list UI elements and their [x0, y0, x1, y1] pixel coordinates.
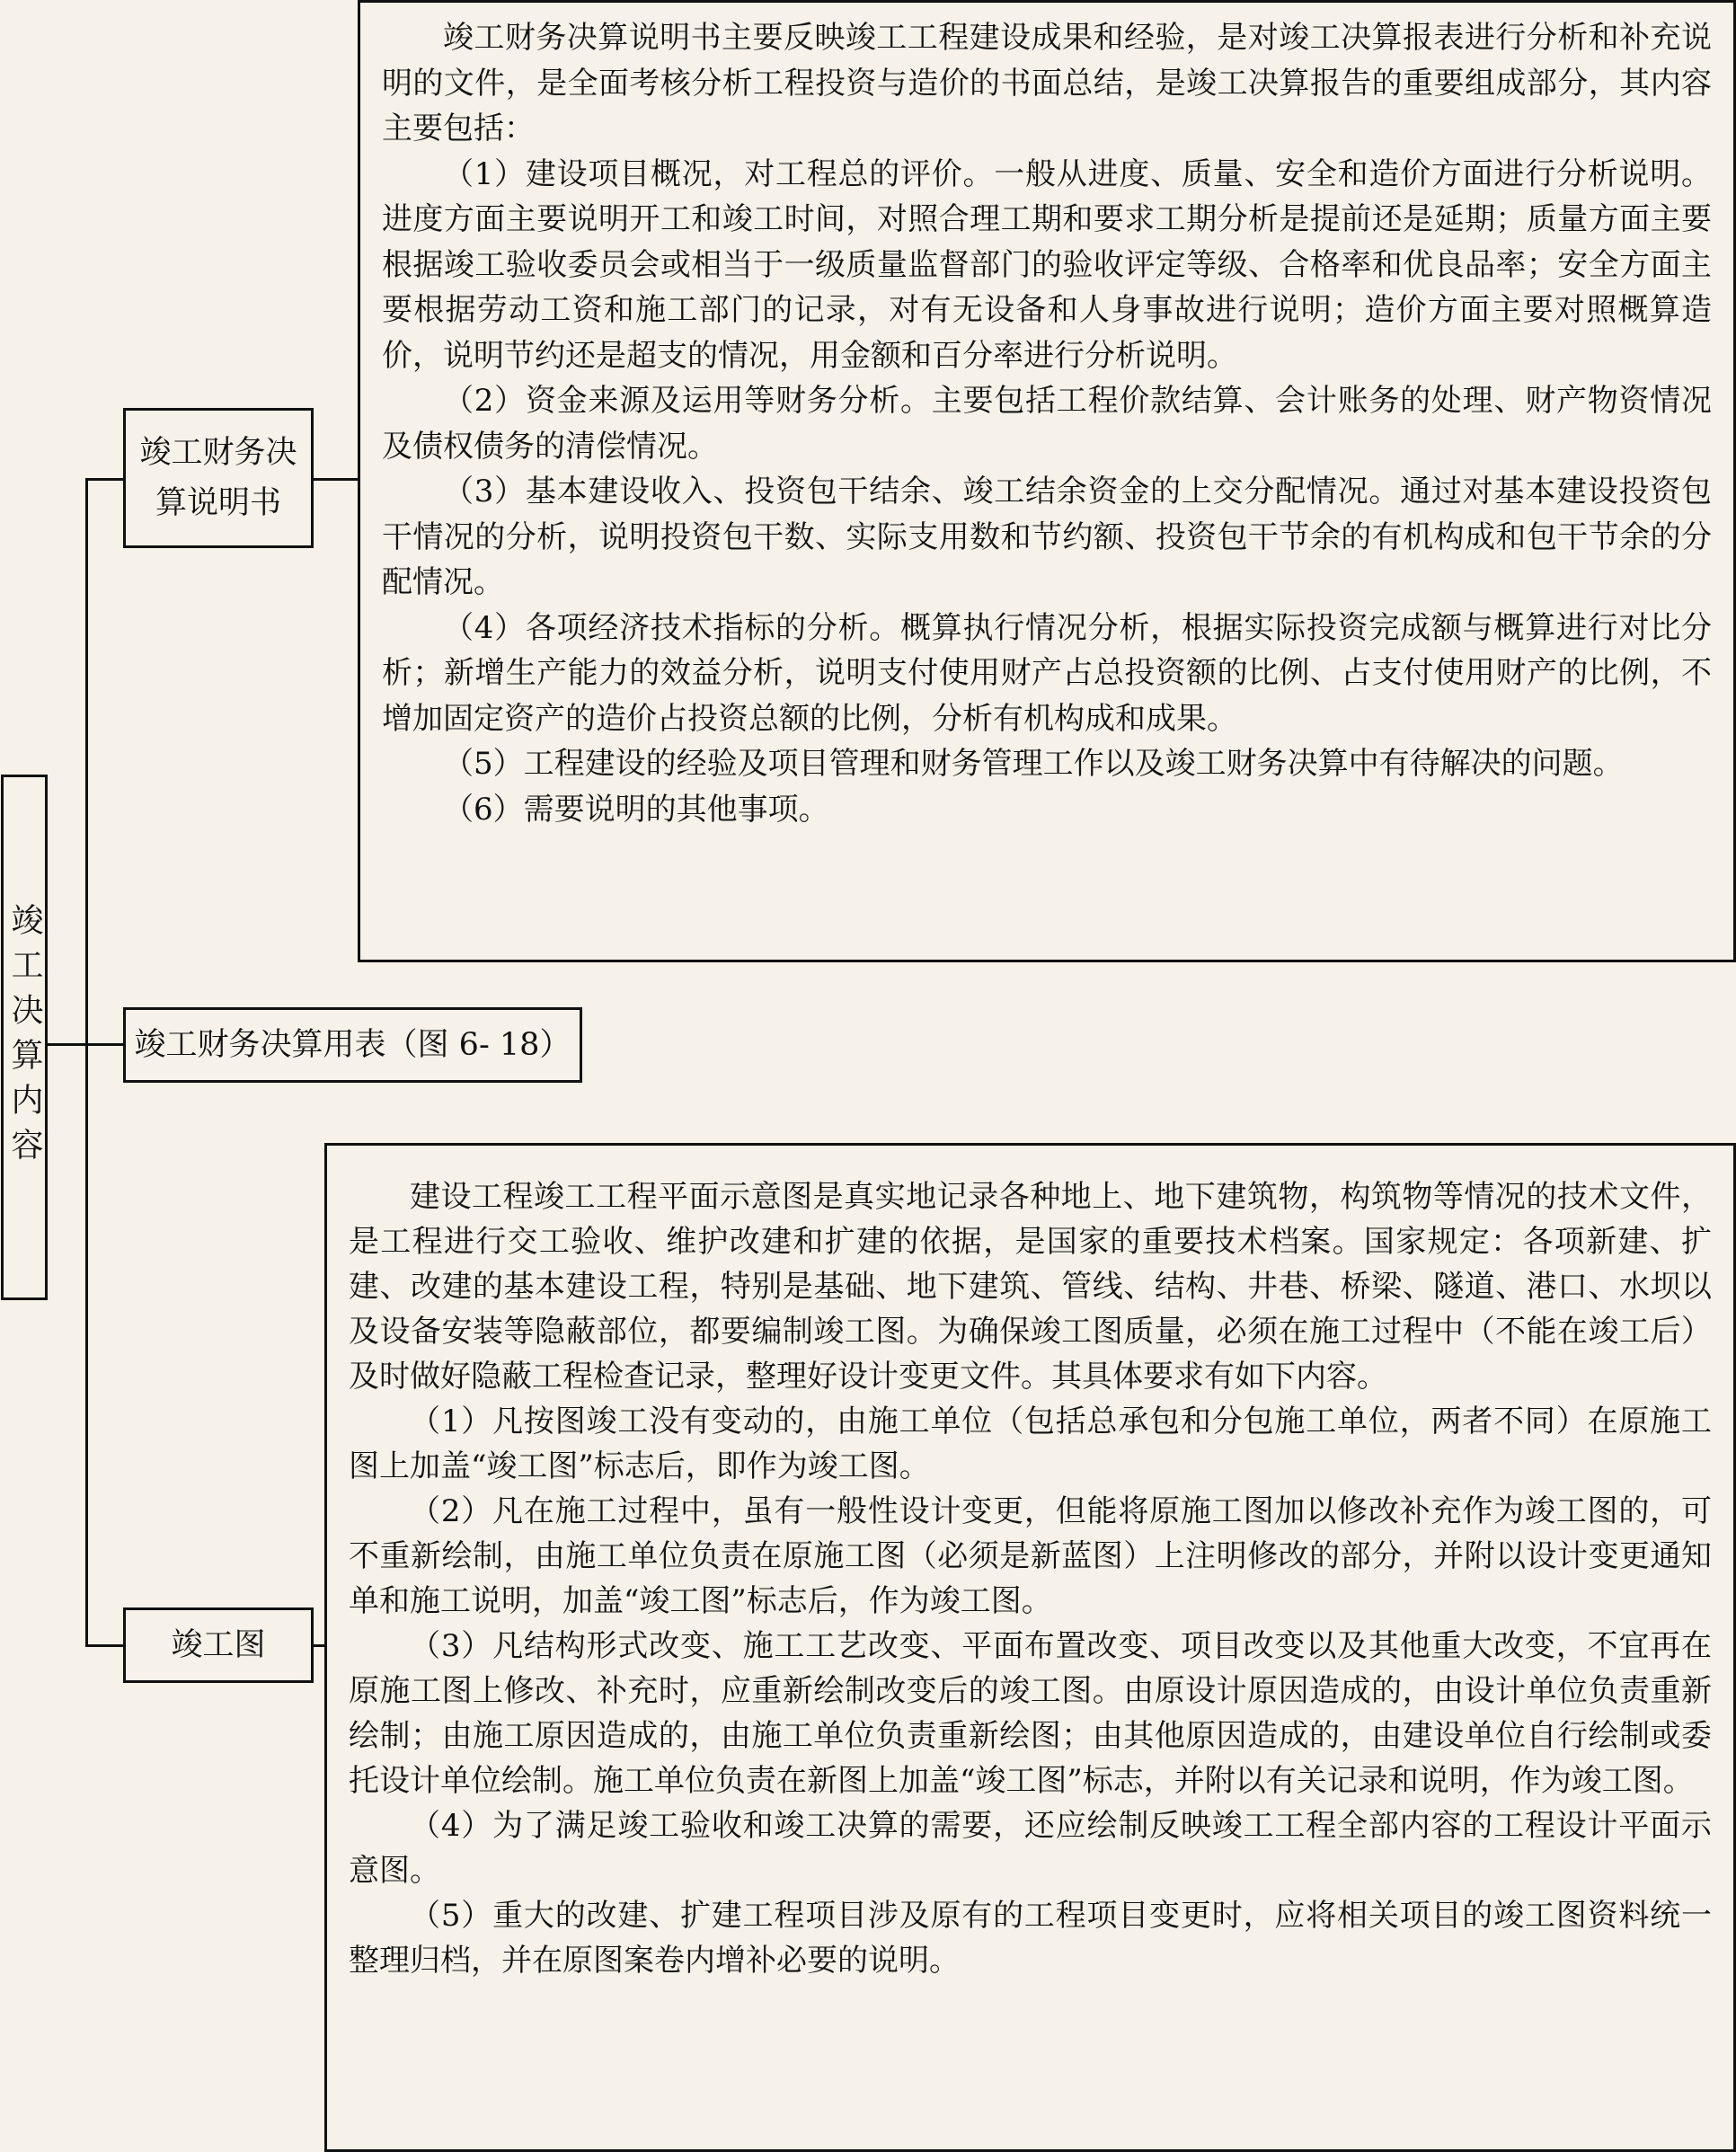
paragraph: （2）凡在施工过程中，虽有一般性设计变更，但能将原施工图加以修改补充作为竣工图的，可不重新绘制，由施工单位负责在原施工图（必须是新蓝图）上注明修改的部分，并附以设计变更通知单和施工说明，加盖“竣工图”标志后，作为竣工图。 — [349, 1493, 1712, 1619]
paragraph: （1）凡按图竣工没有变动的，由施工单位（包括总承包和分包施工单位，两者不同）在原施工图上加盖“竣工图”标志后，即作为竣工图。 — [349, 1404, 1712, 1484]
root-label: 竣工决算内容 — [6, 902, 43, 1173]
connector-spine — [85, 478, 88, 1646]
paragraph: （5）工程建设的经验及项目管理和财务管理工作以及竣工财务决算中有待解决的问题。 — [443, 746, 1624, 782]
paragraph: 建设工程竣工工程平面示意图是真实地记录各种地上、地下建筑物，构筑物等情况的技术文件，是工程进行交工验收、维护改建和扩建的依据，是国家的重要技术档案。国家规定：各项新建、扩建、改建的基本建设工程，特别是基础、地下建筑、管线、结构、井巷、桥梁、隧道、港口、水坝以及设备安装等隐蔽部位，都要编制竣工图。为确保竣工图质量，必须在施工过程中（不能在竣工后）及时做好隐蔽工程检查记录，整理好设计变更文件。其具体要求有如下内容。 — [349, 1179, 1712, 1395]
root-node — [1, 775, 48, 1300]
paragraph: （6）需要说明的其他事项。 — [443, 791, 829, 828]
branch-node-final-accounts-statement — [123, 408, 314, 548]
paragraph: （3）基本建设收入、投资包干结余、竣工结余资金的上交分配情况。通过对基本建设投资包干情况的分析，说明投资包干数、实际支用数和节约额、投资包干节余的有机构成和包干节余的分配情况。 — [382, 474, 1712, 600]
connector-spine-to-node3 — [85, 1644, 124, 1647]
paragraph: （2）资金来源及运用等财务分析。主要包括工程价款结算、会计账务的处理、财产物资情况及债权债务的清偿情况。 — [382, 383, 1712, 465]
paragraph: （3）凡结构形式改变、施工工艺改变、平面布置改变、项目改变以及其他重大改变，不宜再在原施工图上修改、补充时，应重新绘制改变后的竣工图。由原设计原因造成的，由设计单位负责重新绘制；由施工原因造成的，由施工单位负责重新绘图；由其他原因造成的，由建设单位自行绘制或委托设计单位绘制。施工单位负责在新图上加盖“竣工图”标志，并附以有关记录和说明，作为竣工图。 — [349, 1628, 1712, 1799]
connector-spine-to-node2 — [85, 1043, 124, 1046]
branch-label: 竣工财务决算说明书 — [139, 435, 297, 521]
paragraph: （4）各项经济技术指标的分析。概算执行情况分析，根据实际投资完成额与概算进行对比分析；新增生产能力的效益分析，说明支付使用财产占总投资额的比例、占支付使用财产的比例，不增加固定资产的造价占投资总额的比例，分析有机构成和成果。 — [382, 609, 1712, 737]
branch-label: 竣工财务决算用表（图 6- 18） — [134, 1027, 571, 1063]
paragraph: （1）建设项目概况，对工程总的评价。一般从进度、质量、安全和造价方面进行分析说明。进度方面主要说明开工和竣工时间，对照合理工期和要求工期分析是提前还是延期；质量方面主要根据竣工验收委员会或相当于一级质量监督部门的验收评定等级、合格率和优良品率；安全方面主要根据劳动工资和施工部门的记录，对有无设备和人身事故进行说明；造价方面主要对照概算造价，说明节约还是超支的情况，用金额和百分率进行分析说明。 — [382, 155, 1712, 374]
branch-node-final-accounts-tables — [123, 1007, 582, 1083]
content-box-as-built-drawings — [324, 1143, 1736, 2152]
connector-node1-to-content1 — [314, 478, 359, 481]
branch-label: 竣工图 — [171, 1627, 266, 1663]
paragraph: （5）重大的改建、扩建工程项目涉及原有的工程项目变更时，应将相关项目的竣工图资料统一整理归档，并在原图案卷内增补必要的说明。 — [349, 1898, 1712, 1979]
paragraph: 竣工财务决算说明书主要反映竣工工程建设成果和经验，是对竣工决算报表进行分析和补充说明的文件，是全面考核分析工程投资与造价的书面总结，是竣工决算报告的重要组成部分，其内容主要包括： — [382, 20, 1712, 146]
connector-spine-to-node1 — [85, 478, 124, 481]
connector-root-to-spine — [48, 1043, 86, 1046]
content-box-final-accounts-statement — [358, 0, 1736, 962]
branch-node-as-built-drawings — [123, 1607, 314, 1683]
paragraph: （4）为了满足竣工验收和竣工决算的需要，还应绘制反映竣工工程全部内容的工程设计平面示意图。 — [349, 1808, 1712, 1889]
